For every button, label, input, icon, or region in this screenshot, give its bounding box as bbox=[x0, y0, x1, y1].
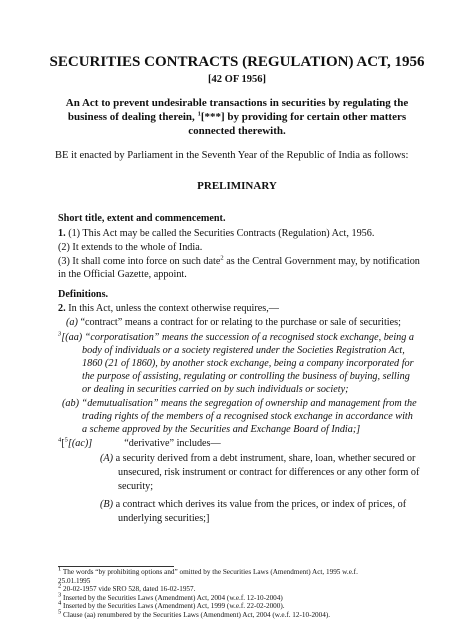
footnote-text: The words “by prohibiting options and” omitted by the Securities Laws (Amendment) Act, 1995 w.e.f. bbox=[61, 568, 358, 576]
footnote-ref-5[interactable]: 5 bbox=[64, 436, 68, 444]
definition-ab-line-3: a scheme approved by the Securities and Exchange Board of India;] bbox=[82, 424, 361, 435]
definition-text: “derivative” includes— bbox=[124, 438, 221, 449]
footnote-number: 4 bbox=[58, 600, 62, 607]
section-2-heading: Definitions. bbox=[58, 289, 109, 300]
section-1-clause-3 bbox=[58, 255, 420, 268]
section-2-intro bbox=[58, 302, 279, 315]
section-1-clause-3-cont: in the Official Gazette, appoint. bbox=[58, 269, 187, 280]
definition-ac-a-line-3: security; bbox=[118, 481, 154, 492]
section-1-heading: Short title, extent and commencement. bbox=[58, 213, 226, 224]
preamble-text-1: An Act to prevent undesirable transactions in securities by regulating the business of dealing therein, bbox=[65, 97, 409, 123]
definition-ac-a-line-2: unsecured, risk instrument or contract for differences or any other form of bbox=[118, 467, 420, 478]
definition-label: (a) bbox=[66, 317, 78, 328]
section-1-clause-1 bbox=[58, 227, 374, 240]
definition-aa-line-4: the purpose of assisting, regulating or controlling the business of buying, selling bbox=[82, 371, 410, 382]
footnote-text: 20-02-1957 vide SRO 528, dated 16-02-1957. bbox=[61, 585, 196, 594]
definition-text: “demutualisation” means the segregation of ownership and management from the bbox=[78, 398, 417, 409]
footnote-text: Inserted by the Securities Laws (Amendment) Act, 2004 (w.e.f. 12-10-2004) bbox=[61, 593, 283, 602]
definition-ac-b-line-2: underlying securities;] bbox=[118, 513, 210, 524]
footnote-ref-2[interactable]: 2 bbox=[220, 254, 224, 262]
definition-ac bbox=[58, 437, 221, 450]
preamble bbox=[60, 96, 414, 138]
footnote-number: 2 bbox=[58, 582, 62, 590]
preamble-text-2: [***] by providing for certain other matters connected therewith. bbox=[188, 111, 407, 137]
definition-a bbox=[66, 316, 401, 329]
definition-label: (ab) bbox=[62, 398, 79, 409]
chapter-heading: PRELIMINARY bbox=[197, 180, 277, 192]
footnote-5 bbox=[58, 608, 331, 620]
footnote-4 bbox=[58, 602, 285, 611]
clause-text: (3) It shall come into force on such date bbox=[58, 256, 221, 267]
footnote-text: Clause (aa) renumbered by the Securities Laws (Amendment) Act, 2004 (w.e.f. 12-10-2004). bbox=[61, 611, 331, 619]
footnote-number: 1 bbox=[58, 565, 62, 573]
section-number: 2. bbox=[58, 303, 66, 314]
act-number: [42 OF 1956] bbox=[208, 74, 266, 85]
definition-label: [(ac)] bbox=[67, 438, 93, 449]
definition-aa-line-5: or dealing in securities carried on by such individuals or society; bbox=[82, 384, 349, 395]
definition-aa-line-2: body of individuals or a society registered under the Societies Registration Act, bbox=[82, 345, 405, 356]
definition-ab-line-2: trading rights of the members of a recognised stock exchange in accordance with bbox=[82, 411, 413, 422]
bracket: [ bbox=[61, 438, 65, 449]
definition-aa-line-1 bbox=[58, 331, 414, 344]
definition-label: [(aa) bbox=[61, 332, 83, 343]
footnote-ref-4[interactable]: 4 bbox=[58, 436, 62, 444]
footnote-separator bbox=[58, 566, 174, 567]
definition-text: “contract” means a contract for or relating to the purchase or sale of securities; bbox=[77, 317, 401, 328]
footnote-1-cont: 25.01.1995 bbox=[58, 576, 91, 585]
footnote-1 bbox=[58, 565, 358, 577]
clause-text: In this Act, unless the context otherwise requires,— bbox=[65, 303, 279, 314]
enacting-clause: BE it enacted by Parliament in the Seventh Year of the Republic of India as follows: bbox=[55, 150, 409, 161]
footnote-ref-3[interactable]: 3 bbox=[58, 330, 62, 338]
definition-text: “corporatisation” means the succession of a recognised stock exchange, being a bbox=[82, 332, 414, 343]
section-1-clause-2: (2) It extends to the whole of India. bbox=[58, 242, 203, 253]
footnote-ref-1[interactable]: 1 bbox=[197, 110, 201, 118]
clause-text: as the Central Government may, by notification bbox=[223, 256, 420, 267]
subclause-label: (B) bbox=[100, 499, 114, 510]
act-title: SECURITIES CONTRACTS (REGULATION) ACT, 1956 bbox=[49, 54, 425, 70]
subclause-text: a security derived from a debt instrument, share, loan, whether secured or bbox=[113, 453, 416, 464]
definition-ac-a-line-1 bbox=[100, 452, 415, 465]
footnote-text: Inserted by the Securities Laws (Amendment) Act, 1999 (w.e.f. 22-02-2000). bbox=[61, 602, 285, 611]
footnote-number: 5 bbox=[58, 608, 62, 616]
definition-ac-b-line-1 bbox=[100, 498, 406, 511]
footnote-number: 3 bbox=[58, 591, 62, 599]
subclause-label: (A) bbox=[100, 453, 114, 464]
definition-aa-line-3: 1860 (21 of 1860), by another stock exchange, being a company incorporated for bbox=[82, 358, 414, 369]
clause-text: (1) This Act may be called the Securities Contracts (Regulation) Act, 1956. bbox=[65, 228, 375, 239]
subclause-text: a contract which derives its value from the prices, or index of prices, of bbox=[113, 499, 407, 510]
definition-ab-line-1 bbox=[62, 397, 417, 410]
footnote-2 bbox=[58, 582, 196, 594]
section-number: 1. bbox=[58, 228, 66, 239]
